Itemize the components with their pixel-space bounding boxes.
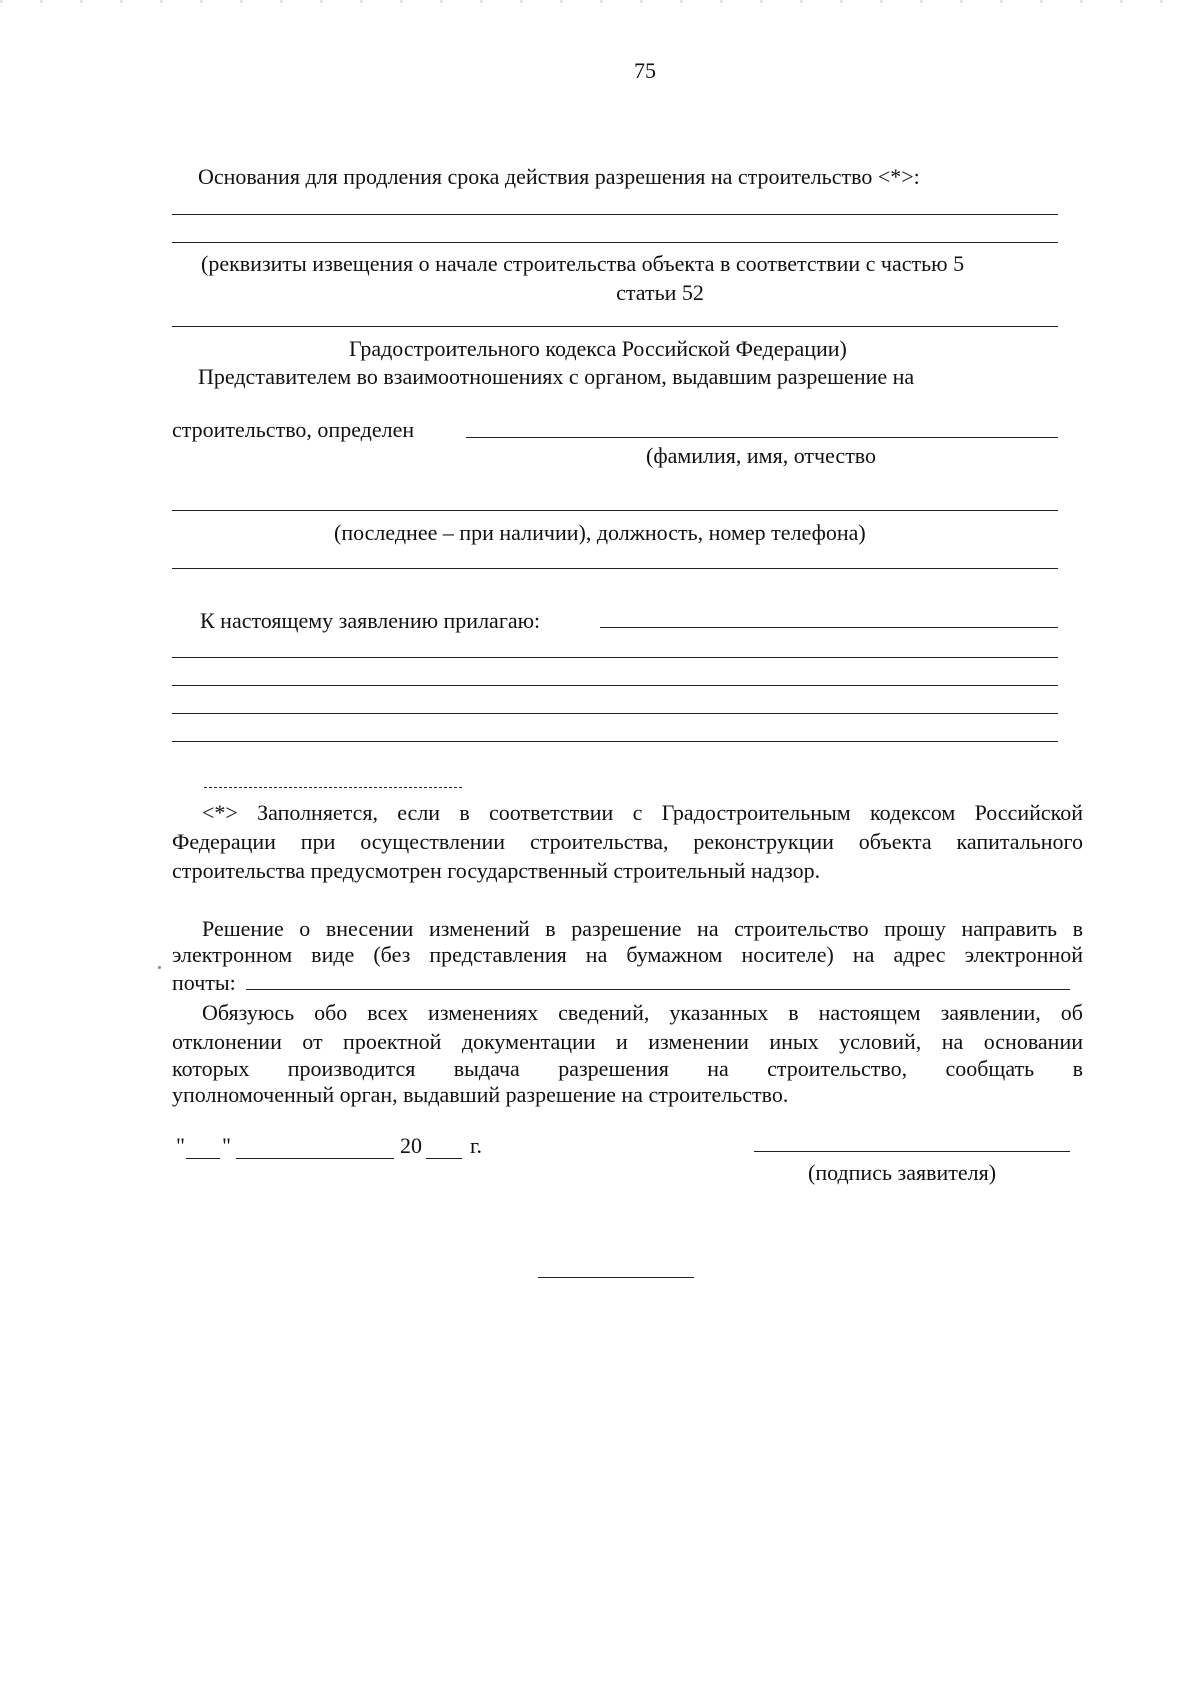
extension-grounds-note-1: (реквизиты извещения о начале строительства объекта в соответствии с частью 5 (201, 251, 965, 276)
footnote-line-1: <*> Заполняется, если в соответствии с Градостроительным кодексом Российской (202, 800, 1083, 825)
extension-grounds-label: Основания для продления срока действия разрешения на строительство <*>: (198, 164, 920, 189)
extension-grounds-note-2: статьи 52 (616, 280, 704, 305)
obligation-line-2: отклонении от проектной документации и изменении иных условий, на основании (172, 1029, 1083, 1054)
date-month-field[interactable] (236, 1158, 394, 1159)
extension-grounds-field-line-3[interactable] (172, 326, 1058, 327)
obligation-line-1: Обязуюсь обо всех изменениях сведений, указанных в настоящем заявлении, об (202, 1000, 1083, 1025)
date-quote-open: " (176, 1133, 185, 1158)
scan-edge (0, 0, 1200, 3)
date-day-field[interactable] (186, 1158, 220, 1159)
electronic-request-line-3: почты: (172, 970, 236, 995)
attachments-label: К настоящему заявлению прилагаю: (200, 608, 541, 633)
attachments-field-line-5[interactable] (172, 741, 1058, 742)
electronic-request-line-1: Решение о внесении изменений в разрешение на строительство прошу направить в (202, 916, 1083, 941)
page-number: 75 (634, 58, 656, 83)
representative-field-line-2[interactable] (172, 510, 1058, 511)
footnote-line-3: строительства предусмотрен государственный строительный надзор. (172, 858, 821, 883)
date-year-field[interactable] (426, 1158, 462, 1159)
obligation-line-3: которых производится выдача разрешения на строительство, сообщать в (172, 1056, 1083, 1081)
attachments-field-line-1[interactable] (600, 627, 1058, 628)
signature-field[interactable] (754, 1151, 1070, 1152)
representative-field-line-3[interactable] (172, 568, 1058, 569)
date-year-prefix: 20 (400, 1133, 422, 1158)
representative-line-1: Представителем во взаимоотношениях с органом, выдавшим разрешение на (198, 364, 915, 389)
end-of-page-rule (538, 1277, 694, 1278)
attachments-field-line-2[interactable] (172, 657, 1058, 658)
electronic-request-line-2: электронном виде (без представления на бумажном носителе) на адрес электронной (172, 942, 1083, 967)
representative-name-field[interactable] (466, 437, 1058, 438)
email-field[interactable] (246, 989, 1070, 990)
footnote-line-2: Федерации при осуществлении строительства, реконструкции объекта капитального (172, 829, 1083, 854)
date-year-suffix: г. (470, 1133, 483, 1158)
obligation-line-4: уполномоченный орган, выдавший разрешение на строительство. (172, 1082, 789, 1107)
scan-dot (158, 966, 161, 969)
signature-caption: (подпись заявителя) (808, 1160, 997, 1185)
representative-note-1: (фамилия, имя, отчество (646, 443, 877, 468)
footnote-separator (204, 787, 462, 788)
representative-line-2: строительство, определен (172, 417, 415, 442)
extension-grounds-note-3: Градостроительного кодекса Российской Федерации) (349, 336, 847, 361)
attachments-field-line-3[interactable] (172, 685, 1058, 686)
attachments-field-line-4[interactable] (172, 713, 1058, 714)
date-quote-close: " (222, 1133, 231, 1158)
representative-note-2: (последнее – при наличии), должность, номер телефона) (334, 520, 866, 545)
extension-grounds-field-line-2[interactable] (172, 242, 1058, 243)
extension-grounds-field-line-1[interactable] (172, 214, 1058, 215)
